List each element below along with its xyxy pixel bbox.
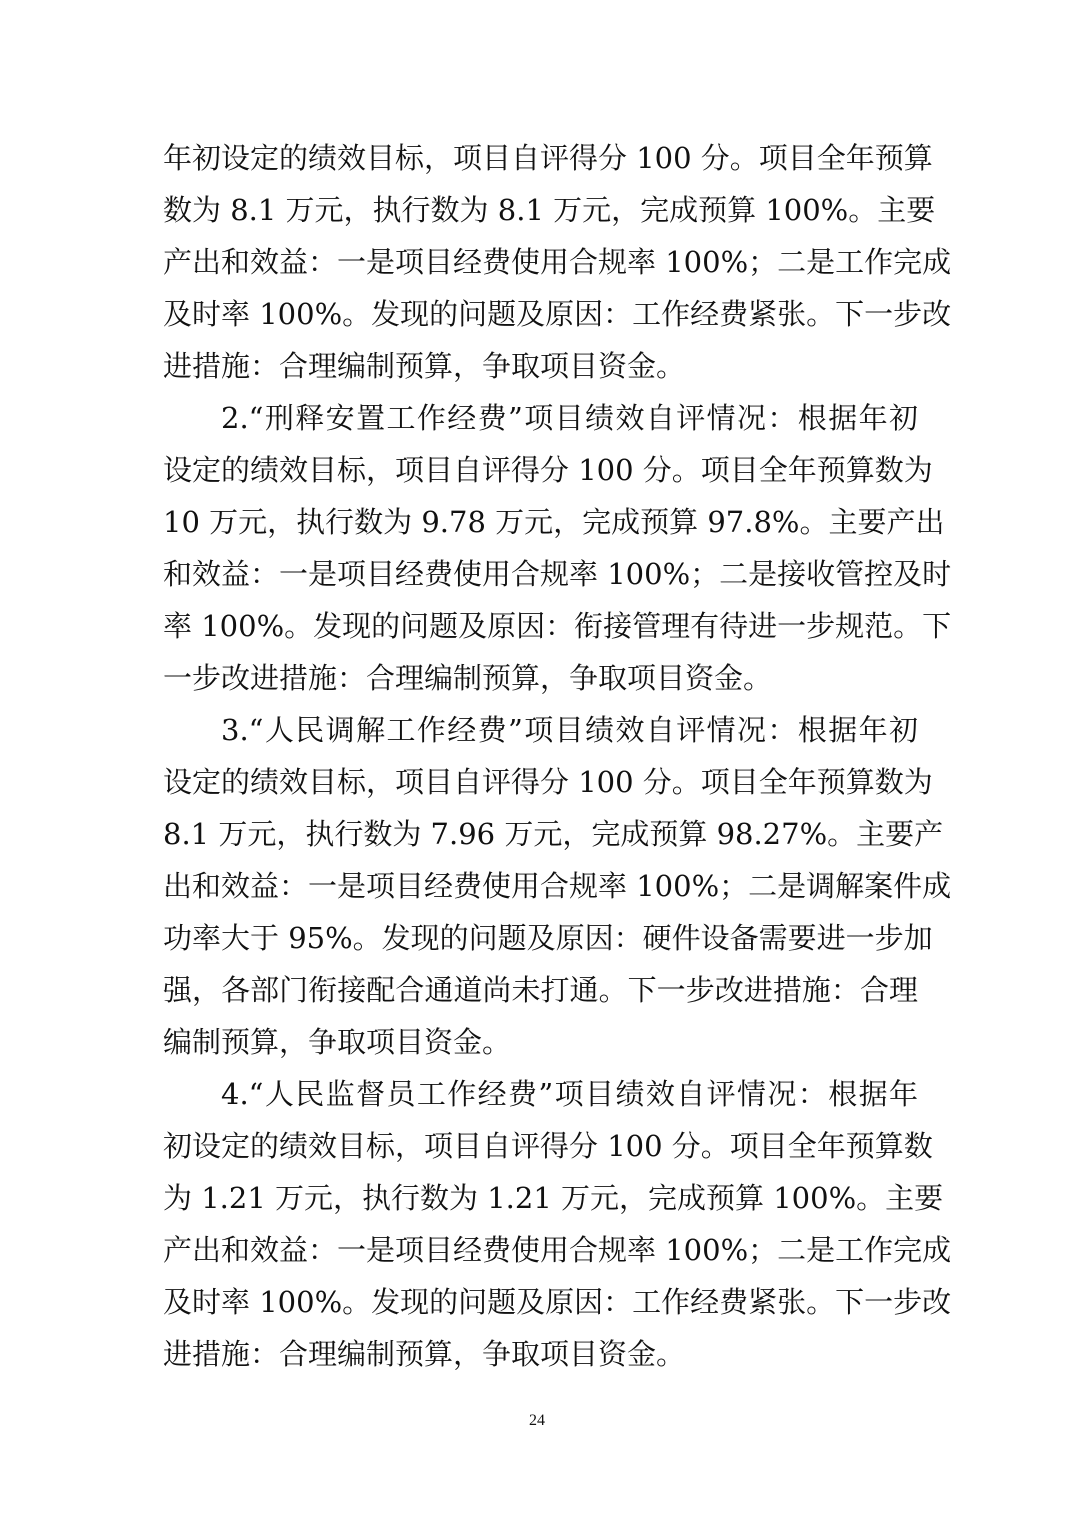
text-line: 率 100%。发现的问题及原因：衔接管理有待进一步规范。下 xyxy=(163,609,952,643)
text-line: 产出和效益：一是项目经费使用合规率 100%；二是工作完成 xyxy=(163,245,952,279)
text-line: 为 1.21 万元，执行数为 1.21 万元，完成预算 100%。主要 xyxy=(163,1181,944,1215)
text-line: 编制预算，争取项目资金。 xyxy=(163,1025,512,1059)
paragraph-heading-line: 4.“人民监督员工作经费”项目绩效自评情况：根据年 xyxy=(221,1077,918,1111)
text-line: 年初设定的绩效目标，项目自评得分 100 分。项目全年预算 xyxy=(163,141,933,175)
text-line: 10 万元，执行数为 9.78 万元，完成预算 97.8%。主要产出 xyxy=(163,505,945,539)
text-line: 进措施：合理编制预算，争取项目资金。 xyxy=(163,349,686,383)
body-text xyxy=(163,132,952,1380)
text-line: 及时率 100%。发现的问题及原因：工作经费紧张。下一步改 xyxy=(163,1285,952,1319)
page-number: 24 xyxy=(529,1412,545,1429)
text-line: 产出和效益：一是项目经费使用合规率 100%；二是工作完成 xyxy=(163,1233,952,1267)
text-line: 出和效益：一是项目经费使用合规率 100%；二是调解案件成 xyxy=(163,869,952,903)
text-line: 进措施：合理编制预算，争取项目资金。 xyxy=(163,1337,686,1371)
text-line: 设定的绩效目标，项目自评得分 100 分。项目全年预算数为 xyxy=(163,765,933,799)
text-line: 数为 8.1 万元，执行数为 8.1 万元，完成预算 100%。主要 xyxy=(163,193,936,227)
text-line: 强，各部门衔接配合通道尚未打通。下一步改进措施：合理 xyxy=(163,973,918,1007)
paragraph-heading-line: 2.“刑释安置工作经费”项目绩效自评情况：根据年初 xyxy=(221,401,918,435)
text-line: 和效益：一是项目经费使用合规率 100%；二是接收管控及时 xyxy=(163,557,952,591)
text-line: 功率大于 95%。发现的问题及原因：硬件设备需要进一步加 xyxy=(163,921,933,955)
text-line: 一步改进措施：合理编制预算，争取项目资金。 xyxy=(163,661,773,695)
text-line: 及时率 100%。发现的问题及原因：工作经费紧张。下一步改 xyxy=(163,297,952,331)
text-line: 初设定的绩效目标，项目自评得分 100 分。项目全年预算数 xyxy=(163,1129,933,1163)
text-line: 8.1 万元，执行数为 7.96 万元，完成预算 98.27%。主要产 xyxy=(163,817,944,851)
paragraph-heading-line: 3.“人民调解工作经费”项目绩效自评情况：根据年初 xyxy=(221,713,918,747)
text-line: 设定的绩效目标，项目自评得分 100 分。项目全年预算数为 xyxy=(163,453,933,487)
